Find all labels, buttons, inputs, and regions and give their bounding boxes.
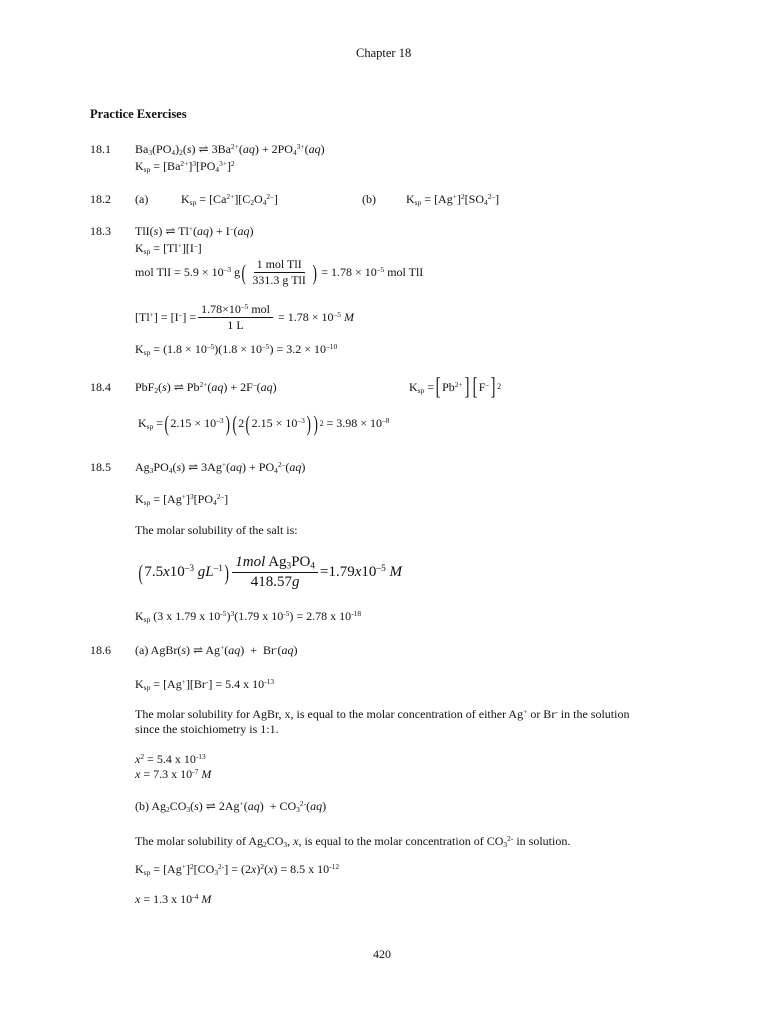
chapter-title: Chapter 18 <box>356 46 412 60</box>
page-number: 420 <box>373 947 391 961</box>
equilibrium-equation: TlI(s) ⇌ Tl+(aq) + I–(aq) <box>135 223 254 238</box>
concentration-calculation: [Tl+] = [I–] = $\frac{1.78\times 10^{-5} mol}{1 L}$ = $1.78 \times 10^{-5}$ M <box>135 301 354 332</box>
ksp-expression: $K_{sp}$ = [ $Pb^{2+}$ ] [ F– ] 2 <box>409 374 502 400</box>
part-a-label: (a) AgBr( <box>135 643 182 657</box>
ksp-expression: $K_{sp} = [Ag^+][Br^-] = 5.4$ x $10^{-13}$ <box>135 676 275 692</box>
ksp-result: $K_{sp}$ = ( $2.15 \times 10^{-3}$ ) ( 2 ( $2.15 \times 10^{-3}$ ) ) 2 = $3.98 \times 10^{-8}$ <box>138 411 390 436</box>
ksp-expression: $K_{sp} = [Tl^+][I^-]$ <box>135 240 202 256</box>
explanation-text: since the stoichiometry is 1:1. <box>135 722 279 736</box>
exercise-number: 18.5 <box>90 460 111 474</box>
part-a-label: (a) <box>135 192 149 206</box>
section-title: Practice Exercises <box>90 107 187 121</box>
part-b-label: (b) Ag <box>135 799 166 813</box>
equation-line: $x^2 = 5.4$ x $10^{-13}$ <box>135 751 206 766</box>
equilibrium-equation: PbF$_2$(s) ⇌ $Pb^{2+}(aq) + 2F^-(aq)$ <box>135 379 277 395</box>
exercise-number: 18.4 <box>90 380 111 394</box>
equation-line: x = 7.3 x $10^{-7}$ M <box>135 766 212 781</box>
ksp-expression: $K_{sp} = [Ag^+]^3[PO_4^{2-}]$ <box>135 491 229 507</box>
part-b-label: (b) <box>362 192 376 206</box>
exercise-number: 18.3 <box>90 224 111 238</box>
solubility-intro: The molar solubility of the salt is: <box>135 523 298 537</box>
exercise-number: 18.1 <box>90 142 111 156</box>
ksp-result: $K_{sp}$ (3 x 1.79 x $10^{-5})^3(1.79$ x $10^{-5}) = 2.78$ x $10^{-18}$ <box>135 608 362 624</box>
equilibrium-equation: (b) $Ag_2CO_3(s)$ ⇌ $2Ag^+(aq) + CO_3^{2-}(aq)$ <box>135 798 327 814</box>
equilibrium-equation: $Ba_3(PO_4)_2(s)$ ⇌ $3Ba^{2+}(aq) + 2PO_4^{3+}(aq)$ <box>135 141 325 157</box>
ksp-expression: $K_{sp} = [Ag^+]^2[CO_3^{2-}] = (2x)^2(x) = 8.5$ x $10^{-12}$ <box>135 861 340 877</box>
solubility-calculation: ( $7.5x10^{-3}$ $gL^{-1}$ ) $\frac{1mol Ag_3PO_4}{418.57g}$ $=1.79x10^{-5}$ M <box>138 554 402 590</box>
explanation-text: The molar solubility for AgBr, x, is equal to the molar concentration of either Ag+ or Br- in the solution <box>135 706 630 721</box>
exercise-number: 18.2 <box>90 192 111 206</box>
equilibrium-equation: (a) AgBr(s) ⇌ Ag+(aq) + Br-(aq) <box>135 642 298 657</box>
mole-calculation: mol TlI = $5.9 \times 10^{-3}$ g ( $\frac{\text{1 mol TlI}}{\text{331.3 g TlI}}$ ) = $1.78 \times 10^{-5}$ mol TlI <box>135 257 424 287</box>
equilibrium-equation: $Ag_3PO_4(s)$ ⇌ $3Ag^+(aq) + PO_4^{2-}(aq)$ <box>135 459 306 475</box>
explanation-text: The molar solubility of $Ag_2CO_3$, x, is equal to the molar concentration of $CO_3^{2-}$ in solution. <box>135 833 571 849</box>
ksp-expression: $K_{sp} = [Ag^+]^2[SO_4^{2-}]$ <box>406 191 500 207</box>
equation-line: x = 1.3 x $10^{-4}$ M <box>135 891 212 906</box>
ksp-expression: $K_{sp} = [Ba^{2+}]^3[PO_4^{3+}]^2$ <box>135 158 235 174</box>
exercise-number: 18.6 <box>90 643 111 657</box>
ksp-expression: $K_{sp} = [Ca^{2+}][C_2O_4^{2-}]$ <box>181 191 278 207</box>
ksp-result: $K_{sp} = (1.8 \times 10^{-5})(1.8 \times 10^{-5}) = 3.2 \times 10^{-10}$ <box>135 341 338 357</box>
